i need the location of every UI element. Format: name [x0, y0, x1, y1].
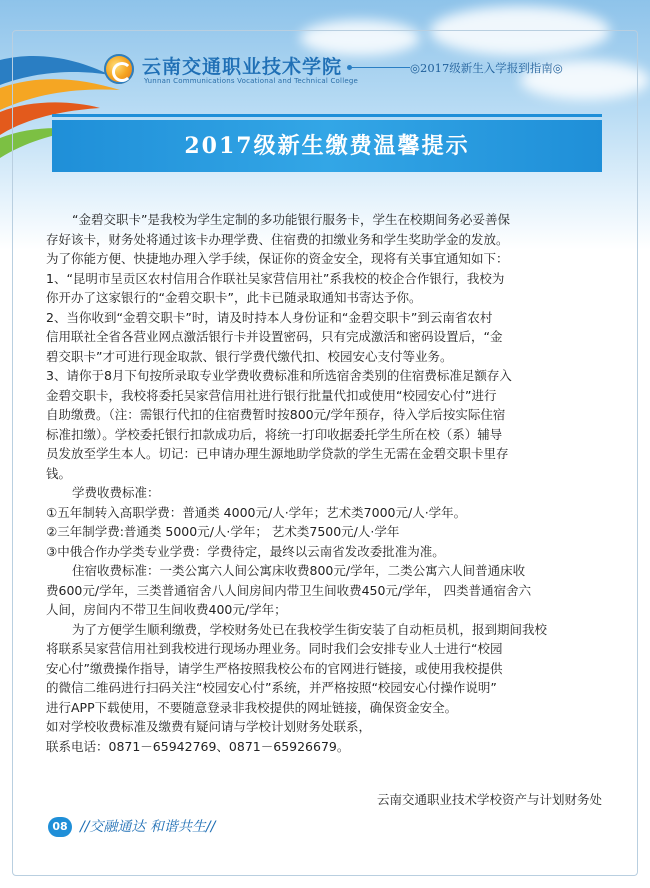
contact-phone: 联系电话：0871－65942769、0871－65926679。 [46, 738, 350, 754]
fee-item: ①五年制转入高职学费：普通类 4000元/人·学年；艺术类7000元/人·学年。 [46, 504, 467, 520]
school-name: 云南交通职业技术学院 [142, 56, 343, 78]
body-line: 信用联社全省各营业网点激活银行卡并设置密码，只有完成激活和密码设置后，“金 [46, 329, 503, 344]
body-line: 3、请你于8月下旬按所录取专业学费收费标准和所选宿舍类别的住宿费标准足额存入 [46, 368, 512, 383]
page-title: 2017级新生缴费温馨提示 [184, 133, 470, 159]
body-line: 标准扣缴）。学校委托银行扣款成功后，将统一打印收据委托学生所在校（系）辅导 [46, 426, 503, 442]
body-line: 住宿收费标准：一类公寓六人间公寓床收费800元/学年，二类公寓六人间普通床收 [72, 563, 526, 578]
body-line: 自助缴费。（注：需银行代扣的住宿费暂时按800元/学年预存，待入学后按实际住宿 [46, 407, 506, 422]
fee-item: ③中俄合作办学类专业学费：学费待定，最终以云南省发改委批准为准。 [46, 543, 445, 559]
page-number-badge: 08 [48, 817, 72, 837]
body-line: 将联系吴家营信用社到我校进行现场办理业务。同时我们会安排专业人士进行“校园 [46, 641, 503, 656]
body-line: 的微信二维码进行扫码关注“校园安心付”系统，并严格按照“校园安心付操作说明” [46, 680, 497, 695]
body-line: 你开办了这家银行的“金碧交职卡”，此卡已随录取通知书寄达予你。 [46, 290, 422, 305]
body-line: 存好该卡，财务处将通过该卡办理学费、住宿费的扣缴业务和学生奖助学金的发放。 [46, 231, 509, 247]
body-line: 2、当你收到“金碧交职卡”时，请及时持本人身份证和“金碧交职卡”到云南省农村 [46, 309, 493, 325]
fee-item: ②三年制学费:普通类 5000元/人·学年； 艺术类7500元/人·学年 [46, 524, 400, 539]
body-line: 费600元/学年，三类普通宿舍八人间房间内带卫生间收费450元/学年， 四类普通宿舍六 [46, 582, 532, 598]
body-line: 为了你能方便、快捷地办理入学手续，保证你的资金安全，现将有关事宜通知如下： [46, 251, 509, 266]
footer-slogan: //交融通达 和谐共生// [80, 819, 216, 835]
body-line: 人间，房间内不带卫生间收费400元/学年； [46, 602, 287, 617]
body-line: 安心付”缴费操作指导，请学生严格按照我校公布的官网进行链接，或使用我校提供 [46, 660, 503, 676]
signature: 云南交通职业技术学校资产与计划财务处 [376, 792, 602, 807]
fee-standard-heading: 学费收费标准： [72, 485, 160, 500]
header [104, 52, 624, 92]
body-line: 进行APP下载使用，不要随意登录非我校提供的网址链接，确保资金安全。 [46, 699, 458, 715]
body-line: 1、“昆明市呈贡区农村信用合作联社吴家营信用社”系我校的校企合作银行，我校为 [46, 270, 505, 286]
body-line: 为了方便学生顺利缴费，学校财务处已在我校学生街安装了自动柜员机，报到期间我校 [72, 621, 548, 637]
body-line: 钱。 [46, 465, 72, 481]
title-banner [52, 120, 602, 172]
body-line: “金碧交职卡”是我校为学生定制的多功能银行服务卡，学生在校期间务必妥善保 [72, 212, 510, 227]
body-line: 员发放至学生本人。切记：已申请办理生源地助学贷款的学生无需在金碧交职卡里存 [46, 446, 509, 461]
body-line: 金碧交职卡，我校将委托吴家营信用社进行银行批量代扣或使用“校园安心付”进行 [46, 387, 497, 403]
body-line: 碧交职卡”才可进行现金取款、银行学费代缴代扣、校园安心支付等业务。 [46, 348, 453, 364]
body-line: 如对学校收费标准及缴费有疑问请与学校计划财务处联系， [46, 719, 372, 734]
school-name-english: Yunnan Communications Vocational and Technical College [144, 77, 358, 85]
header-divider [350, 67, 410, 68]
guide-tag: ◎2017级新生入学报到指南◎ [410, 61, 563, 75]
school-logo-icon [104, 54, 134, 84]
notice-body [46, 210, 611, 756]
